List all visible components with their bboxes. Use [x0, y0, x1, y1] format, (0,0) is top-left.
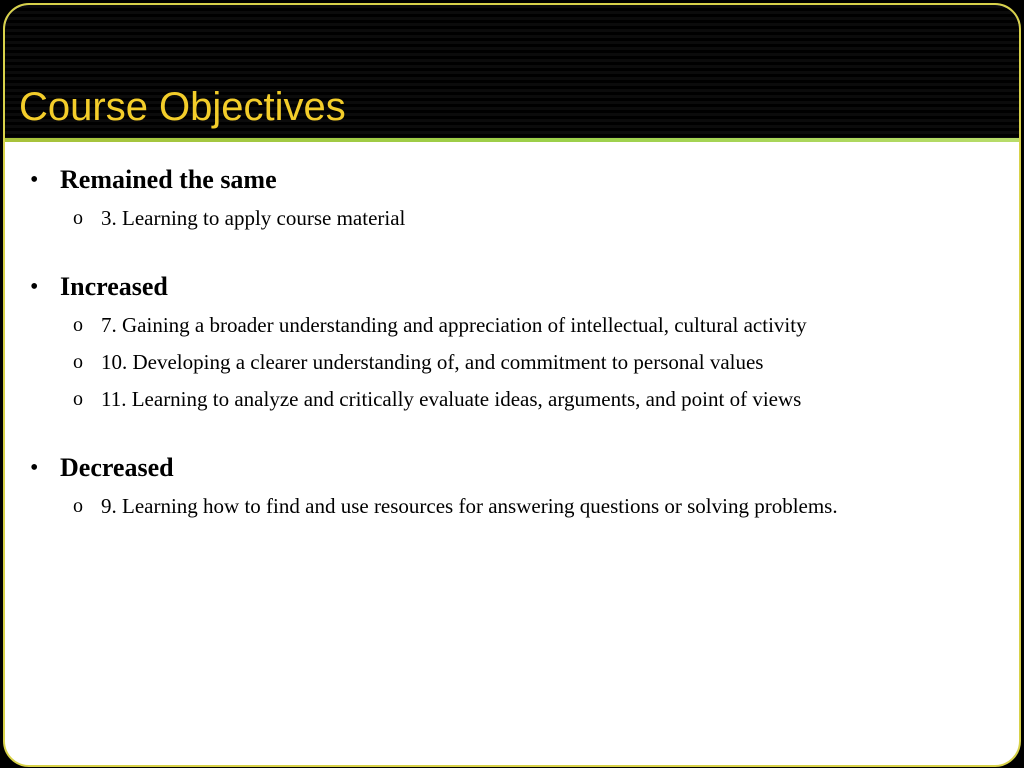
section-decreased — [5, 451, 1019, 522]
list-item-text: 9. Learning how to find and use resources for answering questions or solving problems. — [101, 494, 838, 518]
list-item-text: 11. Learning to analyze and critically evaluate ideas, arguments, and point of views — [101, 387, 802, 411]
circle-bullet-icon: o — [73, 388, 83, 410]
list-item — [5, 310, 1019, 341]
bullet-icon: • — [30, 274, 39, 300]
circle-bullet-icon: o — [73, 351, 83, 373]
list-item-text: 10. Developing a clearer understanding of, and commitment to personal values — [101, 350, 764, 374]
list-item-text: 7. Gaining a broader understanding and appreciation of intellectual, cultural activity — [101, 313, 807, 337]
sub-list — [5, 203, 1019, 234]
list-item-text: 3. Learning to apply course material — [101, 206, 406, 230]
bullet-icon: • — [30, 167, 39, 193]
slide-frame — [3, 3, 1021, 767]
circle-bullet-icon: o — [73, 207, 83, 229]
list-item — [5, 384, 1019, 415]
section-heading: Remained the same — [60, 165, 277, 194]
sub-list — [5, 310, 1019, 415]
section-heading: Decreased — [60, 453, 174, 482]
section-remained-the-same — [5, 163, 1019, 234]
title-bar — [5, 5, 1019, 138]
section-increased — [5, 270, 1019, 415]
bullet-row — [5, 163, 1019, 197]
list-item — [5, 203, 1019, 234]
slide-body — [5, 163, 1019, 558]
sub-list — [5, 491, 1019, 522]
bullet-row — [5, 270, 1019, 304]
list-item — [5, 491, 1019, 522]
circle-bullet-icon: o — [73, 495, 83, 517]
title-divider — [5, 138, 1019, 142]
bullet-row — [5, 451, 1019, 485]
bullet-icon: • — [30, 455, 39, 481]
section-heading: Increased — [60, 272, 168, 301]
list-item — [5, 347, 1019, 378]
circle-bullet-icon: o — [73, 314, 83, 336]
slide-title: Course Objectives — [19, 85, 346, 129]
